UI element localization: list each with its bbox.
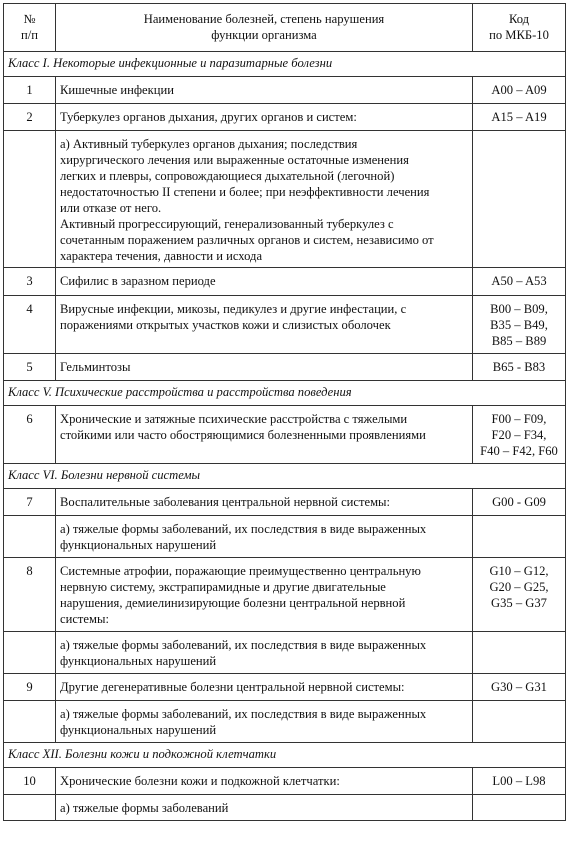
row-num: 7 (4, 489, 56, 516)
row-code: G00 - G09 (473, 489, 566, 516)
row-name: а) тяжелые формы заболеваний, их последствия в виде выраженных функциональных нарушений (56, 516, 473, 558)
row-name: Системные атрофии, поражающие преимущественно центральную нервную систему, экстрапирамидные и другие двигательные нарушения, демиелинизирующие болезни центральной нервной системы: (56, 558, 473, 632)
row-code-empty (473, 795, 566, 821)
class-row (4, 52, 566, 77)
header-row (4, 4, 566, 52)
row-num: 5 (4, 354, 56, 381)
row-code-empty (473, 701, 566, 743)
row-code-empty (473, 131, 566, 268)
row-name: Туберкулез органов дыхания, других органов и систем: (56, 104, 473, 131)
row-num: 1 (4, 77, 56, 104)
table-row (4, 77, 566, 104)
row-num-empty (4, 131, 56, 268)
row-code: F00 – F09, F20 – F34, F40 – F42, F60 (473, 406, 566, 464)
class-row (4, 464, 566, 489)
row-name: Вирусные инфекции, микозы, педикулез и другие инфестации, с поражениями открытых участков кожи и слизистых оболочек (56, 296, 473, 354)
row-code-empty (473, 516, 566, 558)
row-name: Другие дегенеративные болезни центральной нервной системы: (56, 674, 473, 701)
row-code: G30 – G31 (473, 674, 566, 701)
row-num: 4 (4, 296, 56, 354)
row-name: а) тяжелые формы заболеваний (56, 795, 473, 821)
row-code: A50 – A53 (473, 268, 566, 296)
row-num-empty (4, 795, 56, 821)
table-row (4, 489, 566, 516)
table-row (4, 674, 566, 701)
disease-table (3, 3, 566, 821)
row-code: G10 – G12, G20 – G25, G35 – G37 (473, 558, 566, 632)
row-code: B00 – B09, B35 – B49, B85 – B89 (473, 296, 566, 354)
class-title: Класс V. Психические расстройства и расстройства поведения (4, 381, 566, 406)
row-num: 6 (4, 406, 56, 464)
table-row (4, 296, 566, 354)
row-code: L00 – L98 (473, 768, 566, 795)
row-num: 10 (4, 768, 56, 795)
row-num: 2 (4, 104, 56, 131)
row-num-empty (4, 632, 56, 674)
table-row (4, 131, 566, 268)
row-name: Гельминтозы (56, 354, 473, 381)
row-num-empty (4, 516, 56, 558)
table-row (4, 558, 566, 632)
table-row (4, 268, 566, 296)
row-name: а) тяжелые формы заболеваний, их последствия в виде выраженных функциональных нарушений (56, 701, 473, 743)
row-num: 9 (4, 674, 56, 701)
row-name: Хронические и затяжные психические расстройства с тяжелыми стойкими или часто обостряющимися болезненными проявлениями (56, 406, 473, 464)
row-num-empty (4, 701, 56, 743)
class-row (4, 381, 566, 406)
row-code: A00 – A09 (473, 77, 566, 104)
row-name: а) Активный туберкулез органов дыхания; последствия хирургического лечения или выраженные остаточные изменения легких и плевры, сопровождающиеся дыхательной (легочной) недостаточностью II степени и более; при неэффективности лечения или отказе от него. Активный прогрессирующий, генерализованный туберкулез с сочетанным поражением различных органов и систем, независимо от характера течения, давности и исхода (56, 131, 473, 268)
row-name: а) тяжелые формы заболеваний, их последствия в виде выраженных функциональных нарушений (56, 632, 473, 674)
row-num: 3 (4, 268, 56, 296)
table-row (4, 768, 566, 795)
header-num: № п/п (4, 4, 56, 52)
table-row (4, 516, 566, 558)
row-name: Воспалительные заболевания центральной нервной системы: (56, 489, 473, 516)
class-title: Класс I. Некоторые инфекционные и паразитарные болезни (4, 52, 566, 77)
class-title: Класс VI. Болезни нервной системы (4, 464, 566, 489)
class-title: Класс XII. Болезни кожи и подкожной клетчатки (4, 743, 566, 768)
table-row (4, 406, 566, 464)
row-name: Хронические болезни кожи и подкожной клетчатки: (56, 768, 473, 795)
table-row (4, 354, 566, 381)
row-code-empty (473, 632, 566, 674)
table-row (4, 701, 566, 743)
row-code: B65 - B83 (473, 354, 566, 381)
row-name: Сифилис в заразном периоде (56, 268, 473, 296)
header-code: Код по МКБ-10 (473, 4, 566, 52)
table-row (4, 795, 566, 821)
table-row (4, 632, 566, 674)
row-num: 8 (4, 558, 56, 632)
row-code: A15 – A19 (473, 104, 566, 131)
header-name: Наименование болезней, степень нарушения функции организма (56, 4, 473, 52)
table-row (4, 104, 566, 131)
class-row (4, 743, 566, 768)
row-name: Кишечные инфекции (56, 77, 473, 104)
